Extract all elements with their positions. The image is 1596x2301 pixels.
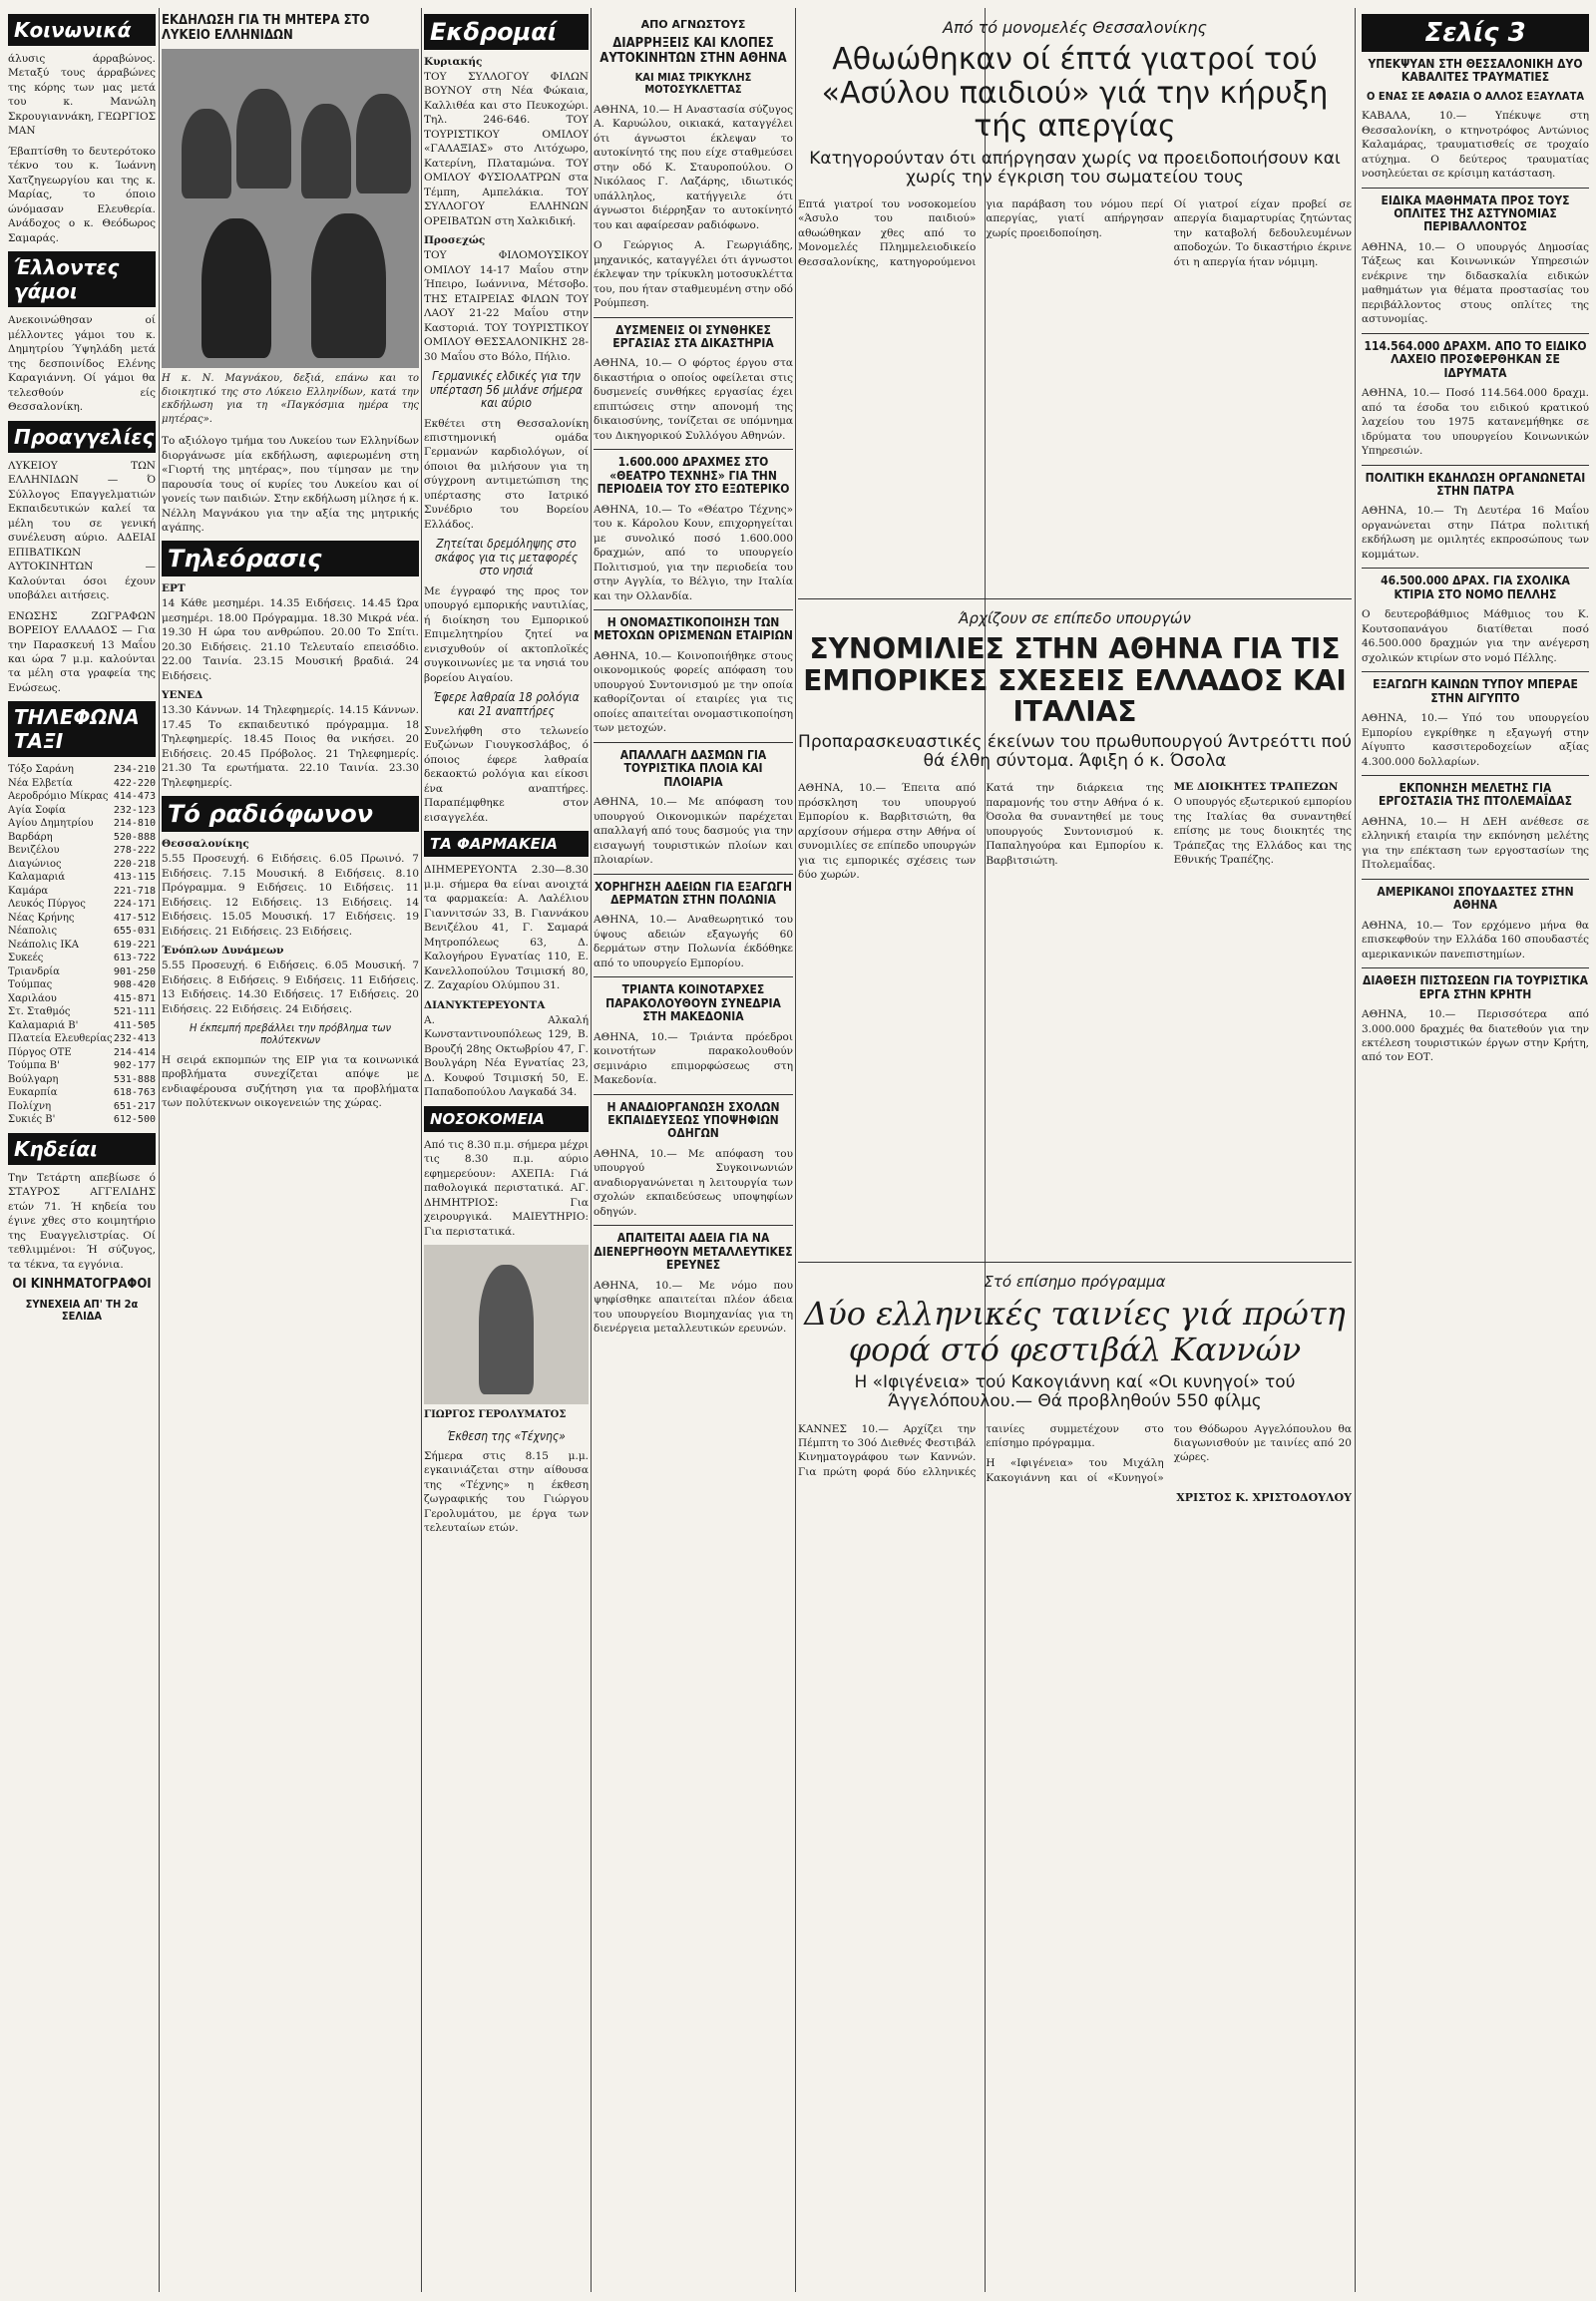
article-text: Το αξιόλογο τμήμα του Λυκείου των Ελληνίδων διοργάνωσε μία εκδήλωση, αφιερωμένη στη «Γιορτή της μητέρας», που τίμησαν με την παρουσία τους οί κυρίες του Λυκείου και οί γονείς των παιδιών. Στην εκδήλωση μίλησε ή κ. Νέλλη Μαγνάκου για την αξία της μητρικής αγάπης. [162,435,419,534]
taxi-stand-name: Ευκαρπία [8,1087,58,1099]
taxi-stand-name: Βούλγαρη [8,1073,59,1085]
article-text: Σήμερα στις 8.15 μ.μ. εγκαινιάζεται στην αίθουσα της «Τέχνης» η έκθεση ζωγραφικής του Γιώργου Γερολυμάτου, με έργα των τελευταίων ετών. [424,1449,589,1535]
taxi-row [8,1086,156,1100]
subheading: Πρoσεχώς [424,234,486,247]
section-header-tv: Τηλεόρασις [162,541,419,576]
station-name: Θεσσαλονίκης [162,838,249,851]
section-header-hospitals: ΝΟΣΟΚΟΜΕΙΑ [424,1106,589,1132]
kicker: Στό επίσημο πρόγραμμα [984,1272,1166,1291]
section-header: Κηδείαι [8,1133,156,1165]
taxi-phone-number: 901-250 [113,965,156,977]
taxi-phone-number: 908-420 [113,979,156,991]
section-header: Προαγγελίες [8,421,156,453]
article-text: Επτά γιατροί του νοσοκομείου «Άσυλο του παιδιού» αθωώθηκαν χθες από το Μονομελές Πλημμελειοδικείο Θεσσαλονίκης, κατηγορούμενοι για παράβαση του νόμου περί απεργίας, γιατί απήργησαν χωρίς προειδοποίηση. [798,197,1164,268]
headline: ΔΙΑΘΕΣΗ ΠΙΣΤΩΣΕΩΝ ΓΙΑ ΤΟΥΡΙΣΤΙΚΑ ΕΡΓΑ ΣΤΗΝ ΚΡΗΤΗ [1363,973,1588,1001]
section-header-radio: Τό ραδιόφωνον [162,796,419,832]
subheadline: Η έκπεμπή πρεβάλλει την πρόβλημα των πολύτεκνων [189,1021,392,1047]
deck: Η «Ιφιγένεια» τού Κακογιάννη καί «Οι κυνηγοί» τού Άγγελόπουλου.— Θά προβληθούν 550 φίλμς [854,1372,1296,1412]
taxi-stand-name: Πύργος ΟΤΕ [8,1046,72,1058]
taxi-phone-number: 520-888 [113,831,156,843]
photo-caption: ΓΙΩΡΓΟΣ ΓΕΡΟΛΥΜΑΤΟΣ [424,1409,567,1421]
headline: Έφερε λαθραία 18 ρολόγια και 21 αναπτήρες [433,690,580,718]
taxi-phone-number: 214-810 [113,818,156,830]
taxi-row [8,763,156,777]
headline: ΕΞΑΓΩΓΗ ΚΑΙΝΩΝ ΤΥΠΟΥ ΜΠΕΡΑΕ ΣΤΗΝ ΑΙΓΥΠΤΟ [1373,677,1578,705]
channel-name: ΕΡΤ [162,582,186,595]
taxi-stand-name: Διαγώνιος [8,858,62,870]
channel-name: ΥΕΝΕΔ [162,689,203,702]
taxi-stand-name: Χαριλάου [8,992,57,1004]
headline: ΤΡΙΑΝΤΑ ΚΟΙΝΟΤΑΡΧΕΣ ΠΑΡΑΚΟΛΟΥΘΟΥΝ ΣΥΝΕΔΡΙΑ ΣΤΗ ΜΑΚΕΔΟΝΙΑ [605,982,781,1024]
column-social [8,8,156,2292]
lead-headline: Δύο ελληνικές ταινίες γιά πρώτη φορά στό φεστιβάλ Καννών [804,1294,1346,1368]
taxi-phone-number: 221-718 [113,885,156,897]
article-text: ΑΘΗΝΑ, 10.— Έπειτα από πρόσκληση του υπουργού Εμπορίου κ. Βαρβιτσιώτη, θα αρχίσουν σήμερα στην Αθήνα οί συνομιλίες σε επίπεδο υπουργών για τις εμπορικές σχέσεις των δύο χωρών. [798,782,977,882]
taxi-stand-name: Αεροδρόμιο Μίκρας [8,791,109,803]
headline: ΑΠΑΛΛΑΓΗ ΔΑΣΜΩΝ ΓΙΑ ΤΟΥΡΙΣΤΙΚΑ ΠΛΟΙΑ ΚΑΙ ΠΛΟΙΑΡΙΑ [619,747,767,789]
article-text: ΛΥΚΕΙΟΥ ΤΩΝ ΕΛΛΗΝΙΔΩΝ — Ό Σύλλογος Επαγγελματιών Εκπαιδευτικών καλεί τα μέλη του σε γενική συνέλευση αύριο. ΑΔΕΙΑΙ ΕΠΙΒΑΤΙΚΩΝ ΑΥΤΟΚΙΝΗΤΩΝ — Καλούνται όσοι έχουν υποβάλει αιτήσεις. [8,459,156,602]
taxi-stand-name: Καμάρα [8,885,49,897]
cinema-title: ΟΙ ΚΙΝΗΜΑΤΟΓΡΑΦΟΙ [12,1277,152,1293]
article-text: ΑΘΗΝΑ, 10.— Αναθεωρητικό του ύψους αδειών εξαγωγής 60 δερμάτων στην Πολωνία έκδόθηκε από το υπουργείο Εμπορίου. [594,914,793,969]
taxi-phone-number: 618-763 [113,1087,156,1099]
article-text: ΑΘΗΝΑ, 10.— Με απόφαση του υπουργού Συγκοινωνιών αναδιοργανώνεται η λειτουργία των σχολών εκπαιδεύσεως υποψηφίων οδηγών. [594,1147,793,1218]
taxi-row [8,885,156,899]
taxi-phone-number: 414-473 [113,791,156,803]
taxi-row [8,871,156,885]
kicker: ΑΠΟ ΑΓΝΩΣΤΟΥΣ [640,18,746,31]
headline: ΕΚΠΟΝΗΣΗ ΜΕΛΕΤΗΣ ΓΙΑ ΕΡΓΟΣΤΑΣΙΑ ΤΗΣ ΠΤΟΛΕΜΑΪΔΑΣ [1379,781,1572,809]
station-name: Ένόπλων Δυνάμεων [162,945,284,958]
article-text: Από τις 8.30 π.μ. σήμερα μέχρι τις 8.30 π.μ. αύριο εφημερεύουν: ΑΧΕΠΑ: Γιά παθολογικά περιστατικά. ΑΓ. ΔΗΜΗΤΡΙΟΣ: Για χειρουργικά. ΜΑΙΕΥΤΗΡΙΟ: Για περιστατικά. [424,1138,589,1238]
taxi-stand-name: Αγία Σοφία [8,804,66,816]
headline: Έκθεση της «Τέχνης» [447,1428,566,1443]
kicker: Άρχίζουν σε επίπεδο υπουργών [959,609,1191,628]
article-text: ΑΘΗΝΑ, 10.— Τη Δευτέρα 16 Μαΐου οργανώνεται στην Πάτρα πολιτική εκδήλωση με ομιλητές εκπροσώπους των κομμάτων. [1362,505,1589,561]
lead-headline: Αθωώθηκαν οί έπτά γιατροί τού «Ασύλου παιδιού» γιά την κήρυξη τής απεργίας [821,42,1329,145]
section-header: ΤΗΛΕΦΩΝΑ ΤΑΞΙ [8,701,156,757]
taxi-phone-number: 619-221 [113,939,156,951]
headline: ΔΙΑΡΡΗΞΕΙΣ ΚΑΙ ΚΛΟΠΕΣ ΑΥΤΟΚΙΝΗΤΩΝ ΣΤΗΝ ΑΘΗΝΑ [599,36,787,66]
article-text: ΑΘΗΝΑ, 10.— Ποσό 114.564.000 δραχμ. από τα έσοδα του ειδικού κρατικού λαχείου του 1975 κατανεμήθηκε σε ιδρύματα του υπουργείου Κοινωνικών Υπηρεσιών. [1362,387,1589,458]
taxi-phone-number: 415-871 [113,992,156,1004]
column-rule [795,8,796,2292]
subheading: ΜΕ ΔΙΟΙΚΗΤΕΣ ΤΡΑΠΕΖΩΝ [1173,781,1339,794]
tv-schedule: 13.30 Κάννων. 14 Τηλεφημερίς. 14.15 Κάννων. 17.45 Το εκπαιδευτικό πρόγραμμα. 18 Τηλεφημερίς. 18.45 Ποιος θα νικήσει. 20 Ειδήσεις. 20.45 Πρόβολος. 21 Τηλεφημερίς. 21.30 Τα ερωτήματα. 22.10 Ταινία. 23.30 Τηλεφημερίς. [162,704,419,789]
taxi-stand-name: Πολίχνη [8,1100,52,1112]
radio-schedule: 5.55 Προσευχή. 6 Ειδήσεις. 6.05 Πρωινό. 7 Ειδήσεις. 7.15 Μουσική. 8 Ειδήσεις. 8.10 Πρόγραμμα. 9 Ειδήσεις. 10 Ειδήσεις. 11 Ειδήσεις. 12 Ειδήσεις. 13 Ειδήσεις. 14 Ειδήσεις. 15.05 Μουσική. 17 Ειδήσεις. 19 Ειδήσεις. 21 Ειδήσεις. 23 Ειδήσεις. [162,853,419,938]
column-right-briefs [1362,8,1589,2292]
subheadline: Ο ΕΝΑΣ ΣΕ ΑΦΑΣΙΑ Ο ΑΛΛΟΣ ΕΞΑΥΛΑΤΑ [1366,89,1585,103]
taxi-row [8,831,156,845]
column-rule [421,8,422,2292]
taxi-stand-name: Τόξο Σαράνη [8,764,74,776]
taxi-row [8,1073,156,1087]
taxi-row [8,1100,156,1114]
column-news-briefs [594,8,793,2292]
lead-headline: ΣΥΝΟΜΙΛΙΕΣ ΣΤΗΝ ΑΘΗΝΑ ΓΙΑ ΤΙΣ ΕΜΠΟΡΙΚΕΣ ΣΧΕΣΕΙΣ ΕΛΛΑΔΟΣ ΚΑΙ ΙΤΑΛΙΑΣ [803,632,1347,728]
taxi-row [8,858,156,872]
taxi-stand-name: Τριανδρία [8,965,60,977]
article-text: ΑΘΗΝΑ, 10.— Τον ερχόμενο μήνα θα επισκεφθούν την Ελλάδα 160 σπουδαστές αμερικανικών πανεπιστημίων. [1362,919,1589,960]
section-header: Έλλοντες γάμοι [8,251,156,307]
deck: Προπαρασκευαστικές έκείνων του πρωθυπουργού Άντρεόττι πού θά έλθη σύντομα. Άφιξη ό κ. Όσολα [798,732,1352,772]
photo-women-lyceum [162,49,419,368]
column-lead-stories [798,8,1352,2292]
taxi-row [8,939,156,953]
taxi-stand-name: Τούμπας [8,979,53,991]
taxi-phone-number: 902-177 [113,1060,156,1072]
taxi-stand-name: Νεάπολις ΙΚΑ [8,939,79,951]
taxi-phone-number: 411-505 [113,1019,156,1031]
headline: ΕΚΔΗΛΩΣΗ ΓΙΑ ΤΗ ΜΗΤΕΡΑ ΣΤΟ ΛΥΚΕΙΟ ΕΛΛΗΝΙΔΩΝ [162,13,370,43]
taxi-row [8,1046,156,1060]
taxi-row [8,898,156,912]
headline: 114.564.000 ΔΡΑΧΜ. ΑΠΟ ΤΟ ΕΙΔΙΚΟ ΛΑΧΕΙΟ ΠΡΟΣΦΕΡΘΗΚΑΝ ΣΕ ΙΔΡΥΜΑΤΑ [1364,338,1587,380]
headline: Ζητείται δρεμόληψης στο σκάφος για τις μεταφορές στο νησιά [434,537,579,578]
taxi-phone-number: 232-123 [113,804,156,816]
column-rule [1355,8,1356,2292]
taxi-row [8,925,156,939]
taxi-row [8,817,156,831]
headline: ΠΟΛΙΤΙΚΗ ΕΚΔΗΛΩΣΗ ΟΡΓΑΝΩΝΕΤΑΙ ΣΤΗΝ ΠΑΤΡΑ [1365,470,1586,498]
article-text: ΑΘΗΝΑ, 10.— Κοινοποιήθηκε στους οικονομικούς φορείς απόφαση του υπουργού Συντονισμού με την οποία καθορίζονται οί εταιρίες για τις οποίες απαιτείται ονομαστικοποίηση των μετοχών. [594,649,793,735]
article-text: Κατά την διάρκεια της παραμονής του στην Αθήνα ό κ. Όσολα θα συναντηθεί με τους υπουργούς Συντονισμού κ. Παπαληγούρα και Εμπορίου κ. Βαρβιτσιώτη. [986,782,1164,867]
article-text: ΔΙΗΜΕΡΕΥΟΝΤΑ 2.30—8.30 μ.μ. σήμερα θα είναι ανοιχτά τα φαρμακεία: Α. Λαλέλιου Γιαννιτσών 33, Β. Γιαννάκου Βενιζέλου 41, Γ. Σαμαρά Μητροπόλεως 63, Δ. Καλογήρου Εγνατίας 110, Ε. Κανελλοπούλου Τσιμισκή 80, Ζ. Ζαχαρίου Ολύμπου 31. [424,864,589,992]
headline: ΑΠΑΙΤΕΙΤΑΙ ΑΔΕΙΑ ΓΙΑ ΝΑ ΔΙΕΝΕΡΓΗΘΟΥΝ ΜΕΤΑΛΛΕΥΤΙΚΕΣ ΕΡΕΥΝΕΣ [594,1231,793,1273]
headline: ΚΑΙ ΜΙΑΣ ΤΡΙΚΥΚΛΗΣ ΜΟΤΟΣΥΚΛΕΤΤΑΣ [634,71,752,97]
column-events-tv [162,8,419,2292]
headline: Η ΑΝΑΔΙΟΡΓΑΝΩΣΗ ΣΧΟΛΩΝ ΕΚΠΑΙΔΕΥΣΕΩΣ ΥΠΟΨΗΦΙΩΝ ΟΔΗΓΩΝ [606,1099,780,1141]
subheading: ΔΙΑΝΥΚΤΕΡΕΥΟΝΤΑ [424,998,546,1011]
page-number-logo: Σελίς 3 [1362,14,1589,52]
article-text: ΑΘΗΝΑ, 10.— Το «Θέατρο Τέχνης» του κ. Κάρολου Κουν, επιχορηγείται με συνολικό ποσό 1.600.000 δραχμών, από το υπουργείο Πολιτισμού, για την περιοδεία του στην Αγγλία, το Βέλγιο, την Ιταλία και την Ολλανδία. [594,503,793,602]
cinema-subtitle: ΣΥΝΕΧΕΙΑ ΑΠ' ΤΗ 2α ΣΕΛΙΔΑ [25,1297,139,1324]
taxi-row [8,1019,156,1033]
article-text: ΑΘΗΝΑ, 10.— Με νόμο που ψηφίσθηκε απαιτείται πλέον άδεια του υπουργείου Βιομηχανίας για τη διενέργεια μεταλλευτικών ερευνών. [594,1279,793,1336]
taxi-row [8,777,156,791]
taxi-phone-number: 655-031 [113,926,156,938]
taxi-phone-number: 224-171 [113,899,156,911]
taxi-phone-table [8,763,156,1127]
taxi-phone-number: 413-115 [113,872,156,884]
taxi-stand-name: Νέα Ελβετία [8,777,73,789]
article-text: Ο δευτεροβάθμιος Μάθμιος του Κ. Κουτσοπανάγου διατίθεται ποσό 46.500.000 δραχμών για την ανέγερση σχολικών κτιρίων στο νομό Πέλλης. [1362,608,1589,664]
taxi-row [8,844,156,858]
headline: ΧΟΡΗΓΗΣΗ ΑΔΕΙΩΝ ΓΙΑ ΕΞΑΓΩΓΗ ΔΕΡΜΑΤΩΝ ΣΤΗΝ ΠΟΛΩΝΙΑ [594,879,793,907]
article-text: ΑΘΗΝΑ, 10.— Υπό του υπουργείου Εμπορίου εγκρίθηκε η εξαγωγή στην Αίγυπτο κασσιτεροδοχείων αξίας 4.300.000 δολλαρίων. [1362,712,1589,768]
radio-schedule: 5.55 Προσευχή. 6 Ειδήσεις. 6.05 Μουσική. 7 Ειδήσεις. 8 Ειδήσεις. 9 Ειδήσεις. 11 Ειδήσεις. 13 Ειδήσεις. 14.30 Ειδήσεις. 17 Ειδήσεις. 20 Ειδήσεις. 22 Ειδήσεις. 24 Ειδήσεις. [162,959,419,1015]
article-text: ΑΘΗΝΑ, 10.— Η Αναστασία σύζυγος Α. Καρυώλου, οικιακά, καταγγέλει ότι άγνωστοι έκλεψαν το αυτοκίνητό της που είχε σταθμεύσει στην οδό Κ. Σταυροπούλου. Ο Νικόλαος Γ. Λαζάρης, ιδιωτικός υπάλληλος, κατήγγειλε ότι άγνωστοι διέρρηξαν το αυτοκίνητό του και αφαίρεσαν ραδιόφωνο. [594,103,793,231]
column-rule [159,8,160,2292]
article-text: ΕΝΩΣΗΣ ΖΩΓΡΑΦΩΝ ΒΟΡΕΙΟΥ ΕΛΛΑΔΟΣ — Για την Παρασκευή 13 Μαΐου και ώρα 7 μ.μ. καλούνται τα μέλη στα γραφεία της Ενώσεως. [8,609,156,694]
taxi-phone-number: 220-218 [113,858,156,870]
kicker: Από τό μονομελές Θεσσαλονίκης [943,18,1207,37]
section-header: Κοινωνικά [8,14,156,46]
column-rule [591,8,592,2292]
headline: ΕΙΔΙΚΑ ΜΑΘΗΜΑΤΑ ΠΡΟΣ ΤΟΥΣ ΟΠΛΙΤΕΣ ΤΗΣ ΑΣΤΥΝΟΜΙΑΣ ΠΕΡΙΒΑΛΛΟΝΤΟΣ [1381,192,1570,234]
taxi-row [8,1113,156,1127]
taxi-stand-name: Στ. Σταθμός [8,1006,71,1018]
photo-child [424,1245,589,1404]
article-text: ΑΘΗΝΑ, 10.— Η ΔΕΗ ανέθεσε σε ελληνική εταιρία την εκπόνηση μελέτης για την επέκταση των εργοστασίων της Πτολεμαΐδας. [1362,815,1589,872]
taxi-row [8,978,156,992]
deck: Κατηγορούνταν ότι απήργησαν χωρίς να προειδοποιήσουν και χωρίς την έγκριση του σωματείου τους [809,148,1341,188]
article-text: Με έγγραφό της προς τον υπουργό εμπορικής ναυτιλίας, ή διοίκηση του Εμπορικού Επιμελητηρίου ζητεί να ενισχυθούν οί ακτοπλοϊκές συγκοινωνίες με τα νησιά του βορείου Αιγαίου. [424,584,589,684]
taxi-stand-name: Καλαμαριά Β' [8,1019,79,1031]
headline: ΥΠΕΚΨΥΑΝ ΣΤΗ ΘΕΣΣΑΛΟΝΙΚΗ ΔΥΟ ΚΑΒΑΛΙΤΕΣ ΤΡΑΥΜΑΤΙΕΣ [1368,57,1583,85]
taxi-row [8,912,156,926]
article-text: ΤΟΥ ΦΙΛΟΜΟΥΣΙΚΟΥ ΟΜΙΛΟΥ 14-17 Μαΐου στην Ήπειρο, Ιωάννινα, Μέτσοβο. ΤΗΣ ΕΤΑΙΡΕΙΑΣ ΦΙΛΩΝ ΤΟΥ ΛΑΟΥ 21-22 Μαΐου στην Καστοριά. ΤΟΥ ΤΟΥΡΙΣΤΙΚΟΥ ΟΜΙΛΟΥ ΘΕΣΣΑΛΟΝΙΚΗΣ 28-30 Μαΐου στο Βόλο, Πήλιο. [424,249,589,363]
article-text: ΑΘΗΝΑ, 10.— Περισσότερα από 3.000.000 δραχμές θα διατεθούν για την εκτέλεση τουριστικών έργων στην Κρήτη, από τον ΕΟΤ. [1362,1008,1589,1064]
column-excursions [424,8,589,2292]
article-text: Η σειρά εκπομπών της ΕΙΡ για τα κοινωνικά προβλήματα συνεχίζεται απόψε με ενδιαφέρουσα συζήτηση για τα προβλήματα των πολύτεκνων οικογενειών της χώρας. [162,1053,419,1110]
taxi-stand-name: Βενιζέλου [8,845,60,857]
subheading: Κυριακής [424,56,483,68]
taxi-stand-name: Συκιές Β' [8,1114,56,1126]
section-header-pharmacies: ΤΑ ΦΑΡΜΑΚΕΙΑ [424,831,589,857]
article-text: Συνελήφθη στο τελωνείο Ευζώνων Γιουγκοσλάβος, ό όποιος έφερε λαθραία δεκαοκτώ ρολόγια και είκοσι ένα αναπτήρες. Παραπέμφθηκε στον εισαγγελέα. [424,724,589,824]
article-text: Οί γιατροί είχαν προβεί σε απεργία διαμαρτυρίας ζητώντας την καταβολή δεδουλευμένων αποδοχών. Το δικαστήριο έκρινε ότι η απεργία ήταν νόμιμη. [1173,197,1352,268]
tv-schedule: 14 Κάθε μεσημέρι. 14.35 Ειδήσεις. 14.45 Ώρα μεσημέρι. 18.00 Πρόγραμμα. 18.30 Μικρά νέα. 19.30 Η ώρα του ανθρώπου. 20.00 Το Σπίτι. 20.30 Ειδήσεις. 21.10 Τελευταίο επεισόδιο. 22.00 Ταινία. 23.15 Μουσική βραδιά. 24 Ειδήσεις. [162,597,419,682]
article-text: ΑΘΗΝΑ, 10.— Με απόφαση του υπουργού Οικονομικών παρέχεται απαλλαγή από τους δασμούς για την εισαγωγή τουριστικών πλοίων και πλοιαρίων. [594,796,793,867]
photo-caption: Η κ. Ν. Μαγνάκου, δεξιά, επάνω και το διοικητικό της στο Λύκειο Ελληνίδων, κατά την εκδήλωση για τη «Παγκόσμια ημέρα της μητέρας». [162,373,419,425]
taxi-phone-number: 234-210 [113,764,156,776]
article-text: Την Τετάρτη απεβίωσε ό ΣΤΑΥΡΟΣ ΑΓΓΕΛΙΔΗΣ ετών 71. Ή κηδεία του έγινε χθες στο κοιμητήριο της Ευαγγελιστρίας. Οί τεθλιμμένοι: Ή σύζυγος, τα τέκνα, τα εγγόνια. [8,1171,156,1271]
taxi-row [8,1005,156,1019]
article-text: ΑΘΗΝΑ, 10.— Ο φόρτος έργου στα δικαστήρια ο οποίος οφείλεται στις δυσμενείς συνθήκες εργασίας έχει επιπτώσεις στην απονομή της δικαιοσύνης, τονίζεται σε υπόμνημα του Δικηγορικού Συλλόγου Αθηνών. [594,357,793,442]
article-text: άλυσις άρραβώνος. Μεταξύ τους άρραβώνες της κόρης των μας μετά του κ. Μανώλη Σκρουγιαννάκη, ΓΕΩΡΓΙΟΣ ΜΑΝ [8,53,156,138]
article-text: ΑΘΗΝΑ, 10.— Τριάντα πρόεδροι κοινοτήτων παρακολουθούν σεμινάριο επιμορφώσεως στη Μακεδονία. [594,1030,793,1087]
headline: 1.600.000 ΔΡΑΧΜΕΣ ΣΤΟ «ΘΕΑΤΡΟ ΤΕΧΝΗΣ» ΓΙΑ ΤΗΝ ΠΕΡΙΟΔΕΙΑ ΤΟΥ ΣΤΟ ΕΞΩΤΕΡΙΚΟ [597,455,790,497]
taxi-stand-name: Νέαπολις [8,926,58,938]
taxi-stand-name: Καλαμαριά [8,872,66,884]
headline: ΑΜΕΡΙΚΑΝΟΙ ΣΠΟΥΔΑΣΤΕΣ ΣΤΗΝ ΑΘΗΝΑ [1377,884,1574,913]
taxi-phone-number: 422-220 [113,777,156,789]
headline: 46.500.000 ΔΡΑΧ. ΓΙΑ ΣΧΟΛΙΚΑ ΚΤΙΡΙΑ ΣΤΟ ΝΟΜΟ ΠΕΛΛΗΣ [1381,574,1570,601]
taxi-phone-number: 278-222 [113,845,156,857]
taxi-phone-number: 613-722 [113,953,156,964]
taxi-stand-name: Βαρδάρη [8,831,53,843]
article-text: ΤΟΥ ΣΥΛΛΟΓΟΥ ΦΙΛΩΝ ΒΟΥΝΟΥ στη Νέα Φώκαια, Καλλιθέα και στο Πευκοχώρι. Τηλ. 246-646. ΤΟΥ ΤΟΥΡΙΣΤΙΚΟΥ ΟΜΙΛΟΥ «ΓΑΛΑΞΙΑΣ» στο Λιτόχωρο, Κατερίνη, Πλαταμώνα. ΤΟΥ ΟΜΙΛΟΥ ΦΥΣΙΟΛΑΤΡΩΝ στα Τέμπη, Αμπελάκια. ΤΟΥ ΣΥΛΛΟΓΟΥ ΕΛΛΗΝΩΝ ΟΡΕΙΒΑΤΩΝ στη Χαλκιδική. [424,71,589,227]
taxi-phone-number: 612-500 [113,1114,156,1126]
taxi-stand-name: Αγίου Δημητρίου [8,818,94,830]
headline: Γερμανικές ελδικές για την υπέρταση 56 μιλάνε σήμερα και αύριο [429,369,583,411]
taxi-stand-name: Νέας Κρήνης [8,912,75,924]
taxi-phone-number: 232-413 [113,1033,156,1045]
article-text: Έβαπτίσθη το δευτερότοκο τέκνο του κ. Ίωάννη Χατζηγεωργίου και της κ. Μαρίας, το όποιο ώνόμασαν Ελευθερία. Ανάδοχος ο κ. Θεόδωρος Σαμαράς. [8,145,156,244]
article-text: Ο Γεώργιος Α. Γεωργιάδης, μηχανικός, καταγγέλει ότι άγνωστοι έκλεψαν την τρίκυκλη μοτοσυκλέττα του, που ήταν σταθμευμένη στην οδό Ρούμπεση. [594,239,793,310]
article-text: ΑΘΗΝΑ, 10.— Ο υπουργός Δημοσίας Τάξεως και Κοινωνικών Υπηρεσιών ενέκρινε την διδασκαλία ειδικών μαθημάτων για θέματα προστασίας του περιβάλλοντος στους οπλίτες της αστυνομίας. [1362,240,1589,326]
article-text: ΚΑΝΝΕΣ 10.— Αρχίζει την Πέμπτη το 30ό Διεθνές Φεστιβάλ Κινηματογράφου των Καννών. Για πρώτη φορά δύο ελληνικές ταινίες συμμετέχουν στο επίσημο πρόγραμμα. [798,1422,1164,1478]
article-text: Εκθέτει στη Θεσσαλονίκη επιστημονική ομάδα Γερμανών καρδιολόγων, οί όποιοι θα μιλήσουν για τη σύγχρονη αντιμετώπιση της υπέρτασης στο Ιατρικό Συνέδριο του Βορείου Ελλάδος. [424,417,589,531]
taxi-row [8,965,156,979]
section-header-excursions: Εκδρομαί [424,14,589,50]
article-text: Ανεκοινώθησαν οί μέλλοντες γάμοι του κ. Δημητρίου Ύψηλάδη μετά της δεσποινίδος Ελένης Καραγιάννη. Οί γάμοι θα τελεσθούν είς Θεσσαλονίκη. [8,314,156,414]
taxi-stand-name: Πλατεία Ελευθερίας [8,1033,113,1045]
taxi-row [8,804,156,818]
article-text: ΚΑΒΑΛΑ, 10.— Υπέκυψε στη Θεσσαλονίκη, ο κτηνοτρόφος Αντώνιος Καλαμάρας, τραυματισθείς σε τροχαίο ατύχημα. Ο δεύτερος τραυματίας νοσηλεύεται σε κρίσιμη κατάσταση. [1362,110,1589,181]
byline: ΧΡΙΣΤΟΣ Κ. ΧΡΙΣΤΟΔΟΥΛΟΥ [1176,1491,1352,1505]
taxi-row [8,1032,156,1046]
taxi-phone-number: 214-414 [113,1046,156,1058]
taxi-stand-name: Τούμπα Β' [8,1060,60,1072]
taxi-row [8,1059,156,1073]
taxi-row [8,790,156,804]
headline: ΔΥΣΜΕΝΕΙΣ ΟΙ ΣΥΝΘΗΚΕΣ ΕΡΓΑΣΙΑΣ ΣΤΑ ΔΙΚΑΣΤΗΡΙΑ [612,322,774,350]
taxi-stand-name: Συκεές [8,953,44,964]
headline: Η ΟΝΟΜΑΣΤΙΚΟΠΟΙΗΣΗ ΤΩΝ ΜΕΤΟΧΩΝ ΟΡΙΣΜΕΝΩΝ ΕΤΑΙΡΙΩΝ [594,614,793,643]
taxi-phone-number: 417-512 [113,912,156,924]
article-text: Η «Ιφιγένεια» του Μιχάλη Κακογιάννη και οί «Κυνηγοί» του Θόδωρου Αγγελόπουλου θα διαγωνισθούν με ταινίες από 20 χώρες. [986,1422,1352,1484]
taxi-phone-number: 521-111 [113,1006,156,1018]
taxi-phone-number: 651-217 [113,1100,156,1112]
article-text: Ο υπουργός εξωτερικού εμπορίου της Ιταλίας θα συναντηθεί επίσης με τους διοικητές της Τράπεζας της Ελλάδος και της Εθνικής Τραπέζης. [1173,796,1352,867]
taxi-stand-name: Λευκός Πύργος [8,899,86,911]
taxi-row [8,952,156,965]
article-text: Α. Αλκαλή Κωνσταντινουπόλεως 129, Β. Βρουζή 28ης Οκτωβρίου 47, Γ. Βουλγάρη Νέα Εγνατίας 23, Δ. Κουφού Τσιμισκή 50, Ε. Παπαδοπούλου Λαγκαδά 34. [424,1013,589,1099]
taxi-row [8,992,156,1006]
taxi-phone-number: 531-888 [113,1073,156,1085]
